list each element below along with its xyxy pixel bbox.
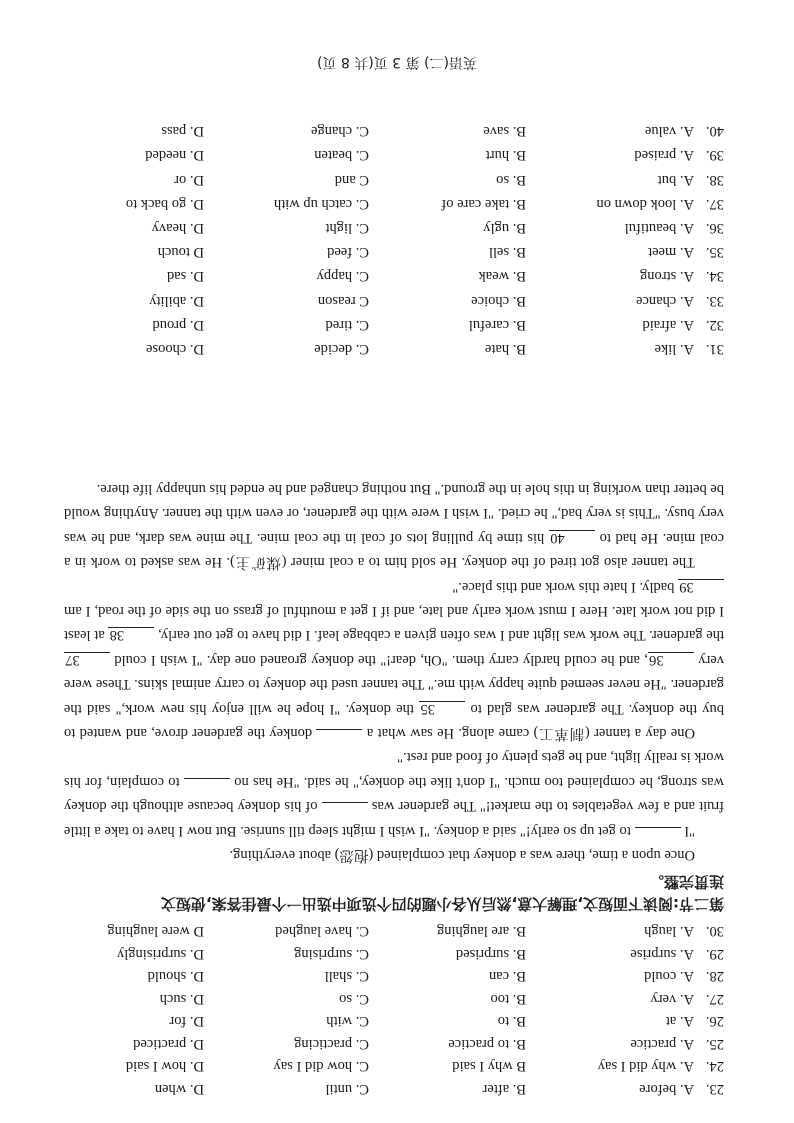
option-d: D. how I said: [125, 1058, 204, 1075]
question-number: 35.: [705, 244, 724, 261]
option-a: A. laugh: [644, 923, 694, 940]
blank-39: 39: [678, 579, 724, 594]
question-row: [54, 1008, 724, 1030]
option-c: C and: [334, 171, 369, 188]
option-a: A. praised: [634, 147, 694, 164]
option-d: D. go back to: [125, 195, 204, 212]
option-c: C. so: [339, 991, 369, 1007]
page-footer: 英语(二) 第 3 页(共 8 页): [317, 54, 477, 70]
option-a: A. meet: [648, 244, 694, 261]
question-number: 40.: [705, 123, 724, 140]
option-a: A. afraid: [642, 316, 694, 333]
question-row: [54, 311, 724, 333]
question-row: [54, 141, 724, 163]
question-row: [54, 262, 724, 284]
question-row: [54, 238, 724, 260]
option-d: D. surprisingly: [117, 946, 204, 962]
option-b: B. weak: [478, 268, 526, 285]
blank-35: 35: [419, 701, 465, 716]
passage-paragraph-4: The tanner also got tired of the donkey. He sold him to a coal miner (煤矿主). He was asked to work in a coal mine. He had to 40 his time by pulling lots of coal in the coal mine. The mine was dark, and he was very busy. "This is very bad," he cried. "I wish I were with the gardener, or even with the tanner. Anything would be better than working in this hole in the ground." But nothing changed and he ended his unhappy life there.: [63, 480, 724, 571]
option-b: B. can: [488, 968, 526, 985]
option-b: B. take care of: [441, 195, 526, 212]
option-b: B. too: [490, 991, 526, 1007]
question-number: 32.: [705, 316, 724, 333]
option-a: A. could: [644, 968, 694, 985]
option-c: C. change: [311, 123, 369, 140]
blank-34: [316, 729, 362, 730]
blank-33: [184, 778, 230, 779]
option-b: B. choice: [471, 292, 526, 309]
option-b: B. hate: [484, 341, 526, 357]
question-number: 27.: [705, 991, 724, 1007]
question-number: 38.: [705, 171, 724, 188]
option-a: A. beautiful: [624, 220, 694, 236]
section-2-instructions: [64, 871, 724, 915]
question-number: 31.: [705, 341, 724, 357]
section-2-line-1: 第二节:阅读下面短文,理解大意,然后从各小题的四个选项中选出一个最佳答案,使短文: [160, 895, 724, 913]
option-d: D. sad: [166, 268, 204, 285]
option-c: C. catch up with: [273, 195, 369, 212]
option-d: D. proud: [152, 316, 204, 333]
option-c: C. happy: [316, 268, 369, 285]
option-d: D were laughing: [107, 923, 204, 940]
option-b: B. to: [497, 1013, 526, 1030]
question-number: 36.: [705, 220, 724, 236]
blank-38: 38: [108, 627, 154, 642]
option-b: B. save: [483, 123, 526, 140]
option-c: C. until: [325, 1081, 369, 1097]
option-c: C. surprising: [294, 946, 369, 962]
question-row: [54, 940, 724, 962]
passage-paragraph-3: One day a tanner (制革工) came along. He saw what a donkey the gardener drove, and wanted to buy the donkey. The gardener was glad to 35 the donkey. "I hope he will enjoy his new work," said the gardener. "He never seemed quite happy with me." The tanner used the donkey to carry animal skins. These were very 36, and he could hardly carry them. "Oh, dear!" the donkey groaned one day. "I wish I could 37 the gardener. The work was light and I was often given a cabbage leaf. I did have to get out early, 38 at least I did not work late. Here I must work early and late, and if I get a mouthful of grass on the side of the road, I am 39 badly. I hate this work and this place.": [63, 578, 724, 741]
option-c: C. have laughed: [275, 923, 369, 940]
question-row: [54, 190, 724, 212]
question-row: [54, 918, 724, 940]
option-d: D. should: [147, 968, 204, 985]
blank-32: [322, 802, 368, 803]
question-row: [54, 335, 724, 357]
option-d: D. pass: [161, 123, 204, 140]
question-number: 33.: [705, 292, 724, 309]
question-number: 30.: [705, 923, 724, 940]
question-row: [54, 963, 724, 985]
option-a: A. practice: [630, 1036, 694, 1052]
question-row: [54, 1053, 724, 1075]
question-row: [54, 166, 724, 188]
option-a: A. very: [650, 991, 694, 1007]
option-b: B. surprised: [455, 946, 526, 962]
option-b: B. are laughing: [437, 923, 526, 940]
option-a: A. surprise: [630, 946, 694, 962]
option-d: D. choose: [146, 341, 204, 357]
option-c: C. decide: [314, 341, 369, 357]
option-b: B. careful: [468, 316, 526, 333]
option-b: B. hurt: [485, 147, 526, 164]
option-a: A. why did I say: [597, 1058, 694, 1075]
question-number: 23.: [705, 1081, 724, 1097]
option-d: D. heavy: [151, 220, 204, 236]
passage-paragraph-1: Once upon a time, there was a donkey that complained (抱怨) about everything.: [229, 847, 695, 863]
option-b: B. ugly: [483, 220, 526, 236]
question-row: [54, 117, 724, 139]
option-d: D. ability: [149, 292, 204, 309]
option-d: D. practiced: [133, 1036, 204, 1052]
option-d: D. or: [174, 171, 204, 188]
question-row: [54, 1030, 724, 1052]
question-number: 39.: [705, 147, 724, 164]
question-number: 34.: [705, 268, 724, 285]
question-number: 24.: [705, 1058, 724, 1075]
option-a: A. chance: [636, 292, 694, 309]
option-d: D. when: [154, 1081, 204, 1097]
blank-36: 36: [648, 652, 694, 667]
question-row: [54, 1075, 724, 1097]
option-c: C. feed: [327, 244, 369, 261]
option-b: B. sell: [488, 244, 526, 261]
option-b: B. so: [496, 171, 526, 188]
blank-37: 37: [64, 652, 110, 667]
passage-paragraph-2: "I to get up so early!" said a donkey. "I wish I might sleep till sunrise. But now I have to take a little fruit and a few vegetables to the market!" The gardener was of his donkey because although the donkey was strong, he complained too much. "I don't like the donkey," he said. "He has no to complain, for his work is really light, and he gets plenty of food and rest.": [63, 749, 724, 839]
question-number: 29.: [705, 946, 724, 962]
option-a: A. like: [654, 341, 694, 357]
option-d: D touch: [157, 244, 204, 261]
option-b: B. to practice: [448, 1036, 526, 1052]
option-c: C. shall: [324, 968, 369, 985]
option-c: C. tired: [325, 316, 369, 333]
question-number: 25.: [705, 1036, 724, 1052]
section-2-line-2: 连贯完整。: [648, 873, 724, 891]
question-row: [54, 214, 724, 236]
option-a: A. but: [657, 171, 694, 188]
option-a: A. value: [644, 123, 694, 140]
question-row: [54, 985, 724, 1007]
question-number: 37.: [705, 195, 724, 212]
option-c: C. light: [325, 220, 369, 236]
blank-40: 40: [549, 530, 595, 545]
option-b: B. after: [482, 1081, 526, 1097]
option-c: C. with: [326, 1013, 369, 1030]
option-d: D. for: [169, 1013, 204, 1030]
question-row: [54, 287, 724, 309]
option-c: C. practicing: [294, 1036, 369, 1052]
blank-31: [635, 827, 681, 828]
option-d: D. needed: [145, 147, 204, 164]
option-a: A. at: [665, 1013, 694, 1030]
question-number: 28.: [705, 968, 724, 985]
option-c: C. how did I say: [273, 1058, 369, 1075]
option-a: A. strong: [640, 268, 694, 285]
option-c: C. beaten: [314, 147, 369, 164]
cloze-passage: [64, 477, 724, 868]
question-number: 26.: [705, 1013, 724, 1030]
option-c: C reason: [317, 292, 369, 309]
option-d: D. such: [159, 991, 204, 1007]
option-a: A. look down on: [596, 195, 694, 212]
option-b: B why I said: [452, 1058, 526, 1075]
option-a: A. before: [639, 1081, 694, 1097]
